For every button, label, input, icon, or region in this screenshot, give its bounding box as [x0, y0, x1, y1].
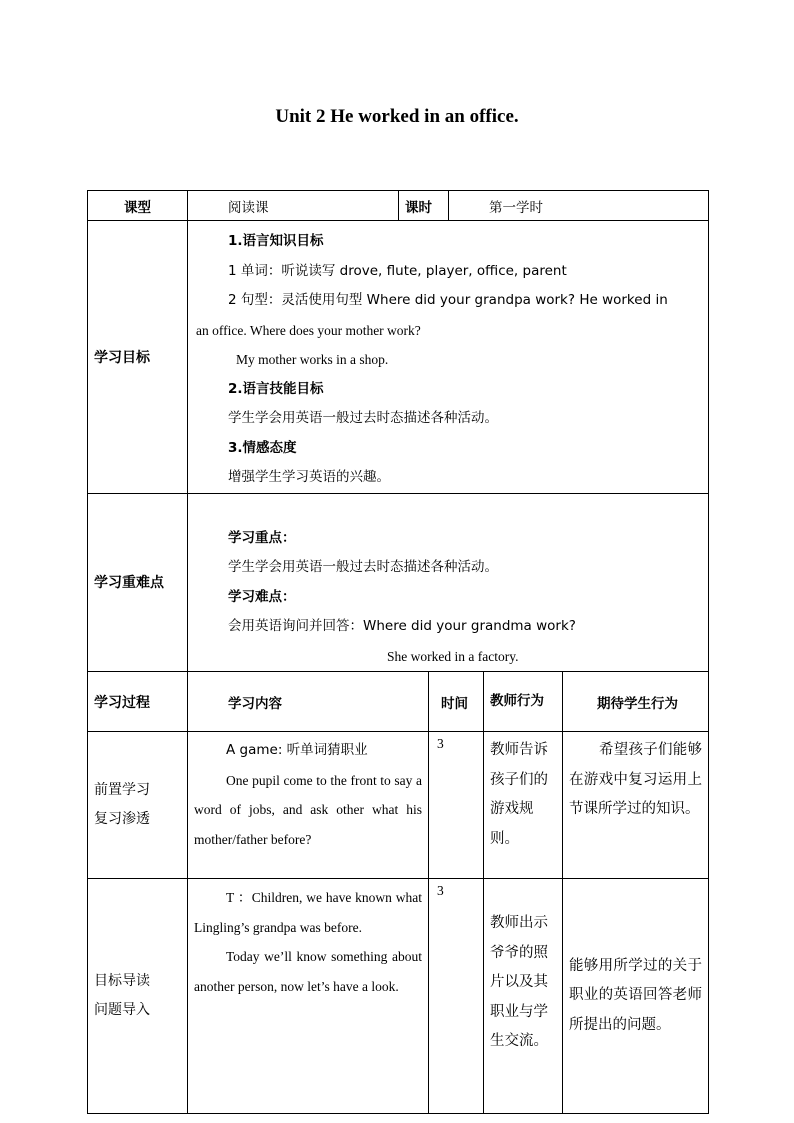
- process-time-header: 时间: [429, 672, 484, 732]
- process-row-1: [88, 732, 709, 879]
- key-text: 学生学会用英语一般过去时态描述各种活动。: [228, 559, 498, 575]
- emotion-heading: 3.情感态度: [228, 439, 297, 456]
- row1-content: A game: 听单词猜职业 One pupil come to the front to say a word of jobs, and ask other what his mother/father before?: [188, 732, 429, 879]
- process-stage-header: 学习过程: [88, 672, 188, 732]
- key-heading: 学习重点：: [228, 529, 296, 546]
- process-student-header: 期待学生行为: [563, 672, 709, 732]
- objectives-label: 学习目标: [88, 221, 188, 494]
- emotion-text: 增强学生学习英语的兴趣。: [228, 469, 390, 485]
- row1-teacher: 教师告诉孩子们的游戏规则。: [484, 732, 563, 879]
- sentence-line-2: an office. Where does your mother work?: [196, 322, 421, 338]
- process-row-2: [88, 879, 709, 1114]
- knowledge-heading: 1.语言知识目标: [228, 233, 324, 249]
- difficulty-answer: She worked in a factory.: [387, 648, 519, 664]
- row2-student: 能够用所学过的关于职业的英语回答老师所提出的问题。: [563, 879, 709, 1114]
- row2-stage: 目标导读 问题导入: [88, 879, 188, 1114]
- row1-stage: 前置学习 复习渗透: [88, 732, 188, 879]
- skill-text: 学生学会用英语一般过去时态描述各种活动。: [228, 410, 498, 426]
- hour-value: 第一学时: [449, 191, 709, 221]
- header-row: [88, 191, 709, 221]
- lesson-plan-table: [87, 190, 709, 1114]
- objectives-row: [88, 221, 709, 494]
- sentence-line-3: My mother works in a shop.: [236, 352, 389, 367]
- keypoints-row: [88, 493, 709, 672]
- type-label: 课型: [88, 191, 188, 221]
- keypoints-content: [188, 493, 709, 672]
- row2-content: T ：Children, we have known what Lingling’s grandpa was before. Today we’ll know something about another person, now let’s have a look.: [188, 879, 429, 1114]
- process-teacher-header: 教师行为: [484, 672, 563, 732]
- row1-student: 希望孩子们能够在游戏中复习运用上节课所学过的知识。: [563, 732, 709, 879]
- words-line: 1 单词：听说读写 drove, flute, player, office, parent: [228, 262, 567, 279]
- process-content-header: 学习内容: [188, 672, 429, 732]
- difficulty-heading: 学习难点：: [228, 588, 296, 605]
- row2-teacher: 教师出示爷爷的照片以及其职业与学生交流。: [484, 879, 563, 1114]
- hour-label: 课时: [399, 191, 449, 221]
- type-value: 阅读课: [188, 191, 399, 221]
- document-title: Unit 2 He worked in an office.: [275, 106, 519, 127]
- difficulty-text: 会用英语询问并回答：Where did your grandma work?: [228, 618, 576, 634]
- objectives-content: [188, 221, 709, 494]
- row2-time: 3: [429, 879, 484, 1114]
- sentence-line-1: 2 句型：灵活使用句型 Where did your grandpa work? He worked in: [228, 292, 668, 308]
- skill-heading: 2.语言技能目标: [228, 380, 324, 397]
- row1-time: 3: [429, 732, 484, 879]
- keypoints-label: 学习重难点: [88, 493, 188, 672]
- process-header-row: [88, 672, 709, 732]
